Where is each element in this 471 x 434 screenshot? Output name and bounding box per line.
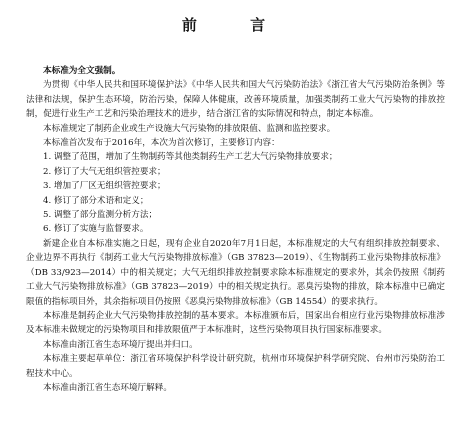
paragraph: 本标准由浙江省生态环境厅提出并归口。 bbox=[43, 339, 198, 350]
document-body bbox=[26, 64, 445, 395]
revision-list-item: 4. 修订了部分术语和定义； bbox=[43, 195, 149, 206]
page-title: 前 言 bbox=[181, 16, 290, 34]
paragraph: 本标准规定了制药企业或生产设施大气污染物的排放限值、监测和监控要求。 bbox=[43, 123, 336, 134]
paragraph: 本标准由浙江省生态环境厅解释。 bbox=[43, 382, 172, 393]
paragraph: 新建企业自本标准实施之日起，现有企业自2020年7月1日起，本标准规定的大气有组织排放控制要求、企业边界不再执行《制药工业大气污染物排放标准》（GB 37823—2019）、《生物制药工业污染物排放标准》（DB 33/923—2014）中的相关规定；大气无组织排放控制要求除本标准规定的要求外，其余仍按照《制药工业大气污染物排放标准》（GB 37823—2019）中的相关规定执行。恶臭污染物的排放，除本标准中已确定限值的指标项目外，其余指标项目仍按照《恶臭污染物排放标准》（GB 14554）的要求执行。 bbox=[26, 238, 445, 307]
revision-list-item: 1. 调整了范围，增加了生物制药等其他类制药生产工艺大气污染物排放要求； bbox=[43, 152, 338, 163]
paragraph: 本标准是制药企业大气污染物排放控制的基本要求。本标准颁布后，国家出台相应行业污染物排放标准涉及本标准未做规定的污染物项目和排放限值严于本标准时，这些污染物项目执行国家标准要求。 bbox=[26, 310, 445, 336]
paragraph: 本标准首次发布于2016年，本次为首次修订，主要修订内容： bbox=[43, 138, 280, 149]
paragraph: 本标准主要起草单位：浙江省环境保护科学设计研究院，杭州市环境保护科学研究院、台州市污染防治工程技术中心。 bbox=[26, 354, 445, 379]
revision-list-item: 6. 修订了实施与监督要求。 bbox=[43, 224, 149, 235]
paragraph: 为贯彻《中华人民共和国环境保护法》《中华人民共和国大气污染防治法》《浙江省大气污染防治条例》等法律和法规，保护生态环境，防治污染，保障人体健康，改善环境质量，加强类制药工业大气污染物的排放控制，促进行业生产工艺和污染治理技术的进步，结合浙江省的实际情况和特点，制定本标准。 bbox=[26, 80, 445, 120]
revision-list-item: 3. 增加了厂区无组织管控要求； bbox=[43, 181, 166, 192]
revision-list-item: 2. 修订了大气无组织管控要求； bbox=[43, 166, 166, 177]
revision-list-item: 5. 调整了部分监测分析方法； bbox=[43, 210, 158, 221]
mandatory-statement: 本标准为全文强制。 bbox=[43, 66, 121, 76]
